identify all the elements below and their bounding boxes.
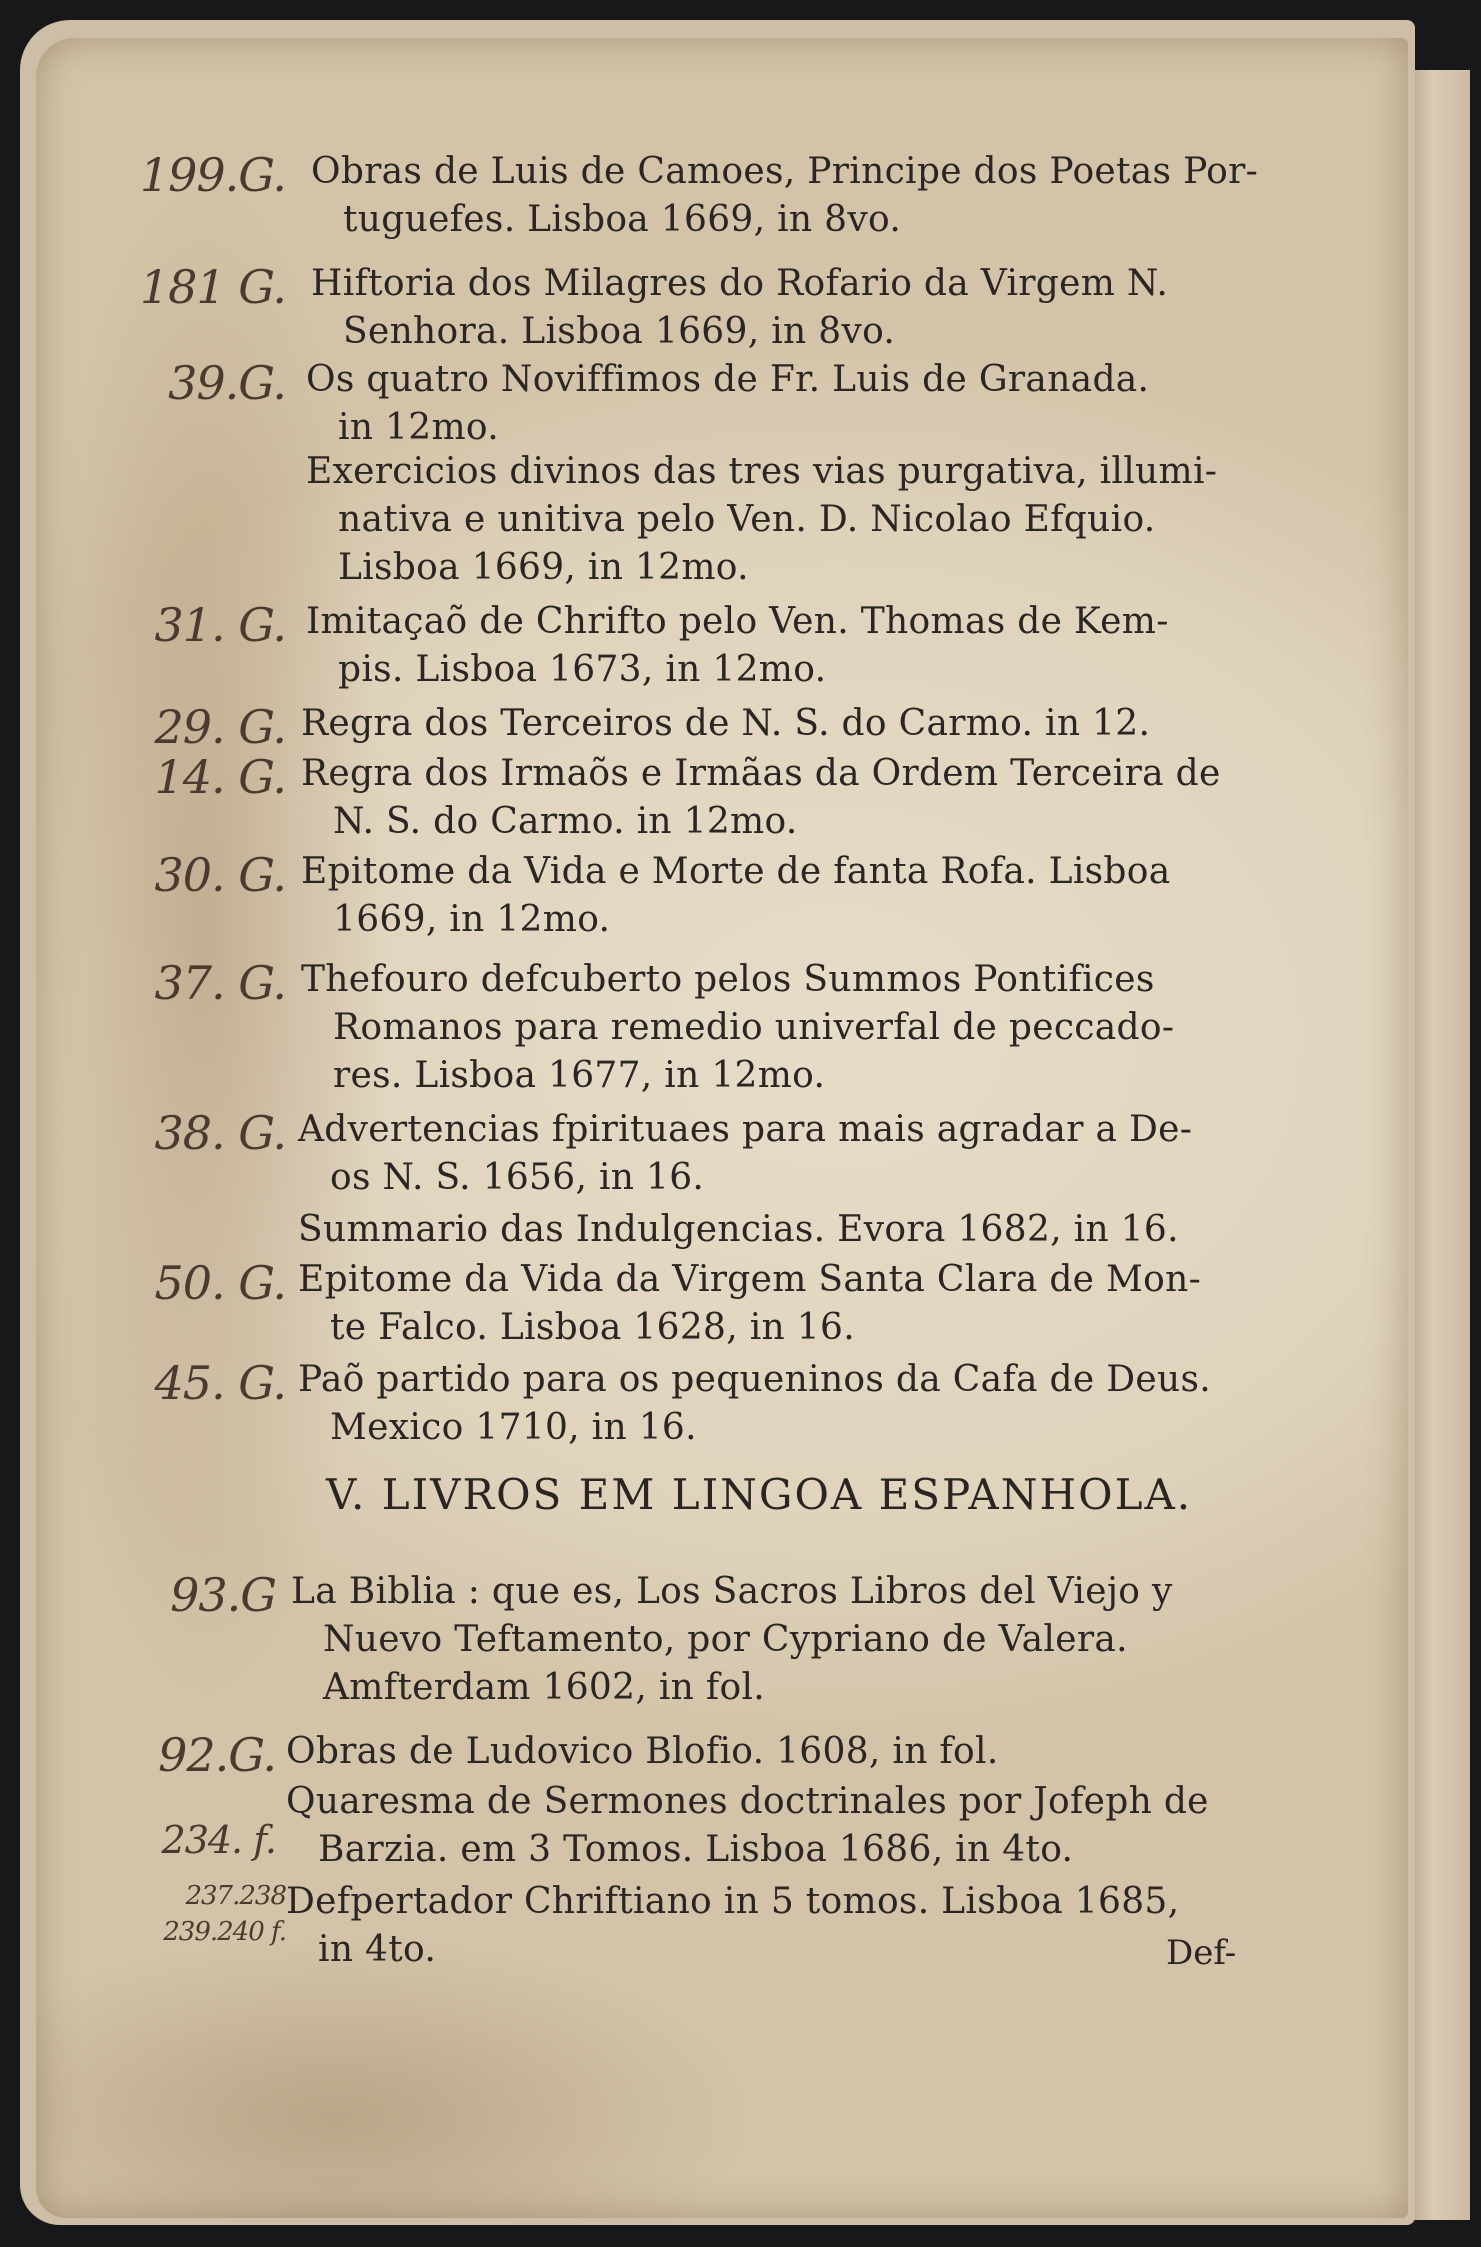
entry-text — [301, 848, 1171, 944]
handwritten-mark: 199.G. — [139, 148, 286, 202]
entry-text — [286, 1878, 1179, 1974]
entry-line: Exercicios divinos das tres vias purgativa, illumi- — [306, 451, 1218, 492]
entry-line: res. Lisboa 1677, in 12mo. — [333, 1055, 826, 1096]
entry-text — [286, 1728, 999, 1776]
entry-text — [298, 1256, 1201, 1352]
entry-text — [298, 1106, 1192, 1202]
entry-line: Os quatro Noviffimos de Fr. Luis de Granada. — [306, 359, 1150, 400]
handwritten-mark: 234. f. — [161, 1818, 276, 1862]
entry-line: Obras de Luis de Camoes, Principe dos Poetas Por- — [311, 151, 1259, 192]
entry-line: Senhora. Lisboa 1669, in 8vo. — [343, 311, 896, 352]
entry-line: in 4to. — [318, 1929, 437, 1970]
entry-line: 1669, in 12mo. — [333, 899, 611, 940]
handwritten-mark: 45. G. — [154, 1356, 286, 1410]
entry-line: tuguefes. Lisboa 1669, in 8vo. — [343, 199, 902, 240]
entry-line: Barzia. em 3 Tomos. Lisboa 1686, in 4to. — [318, 1829, 1074, 1870]
entry-text — [306, 598, 1169, 694]
entry-text — [298, 1356, 1211, 1452]
entry-line: Obras de Ludovico Blofio. 1608, in fol. — [286, 1731, 999, 1772]
entry-line: Defpertador Chriftiano in 5 tomos. Lisboa 1685, — [286, 1881, 1180, 1922]
entry-text — [291, 1568, 1173, 1712]
entry-text — [306, 448, 1217, 592]
entry-line: pis. Lisboa 1673, in 12mo. — [338, 649, 827, 690]
entry-line: Nuevo Teftamento, por Cypriano de Valera. — [323, 1619, 1128, 1660]
entry-line: N. S. do Carmo. in 12mo. — [333, 801, 798, 842]
catchword: Def- — [1166, 1933, 1237, 1973]
entry-line: Advertencias fpirituaes para mais agradar a De- — [298, 1109, 1193, 1150]
handwritten-mark: 30. G. — [154, 848, 286, 902]
entry-line: Paõ partido para os pequeninos da Cafa de Deus. — [298, 1359, 1211, 1400]
entry-line: Epitome da Vida e Morte de fanta Rofa. Lisboa — [301, 851, 1171, 892]
handwritten-mark: 237.238 239.240 f. — [163, 1881, 286, 1947]
entry-line: Mexico 1710, in 16. — [330, 1407, 697, 1448]
page-content — [36, 38, 1408, 2218]
entry-line: os N. S. 1656, in 16. — [330, 1157, 705, 1198]
entry-text — [306, 356, 1149, 452]
entry-line: Regra dos Terceiros de N. S. do Carmo. in 12. — [301, 703, 1151, 744]
entry-line: Thefouro defcuberto pelos Summos Pontifices — [301, 959, 1155, 1000]
entry-line: Quaresma de Sermones doctrinales por Jofeph de — [286, 1781, 1209, 1822]
entry-text — [301, 700, 1150, 748]
handwritten-mark: 37. G. — [154, 956, 286, 1010]
entry-line: Imitaçaõ de Chrifto pelo Ven. Thomas de Kem- — [306, 601, 1169, 642]
entry-line: Romanos para remedio univerfal de peccado- — [333, 1007, 1175, 1048]
entry-text — [298, 1206, 1179, 1254]
handwritten-mark: 50. G. — [154, 1256, 286, 1310]
handwritten-mark: 14. G. — [154, 750, 286, 804]
entry-text — [311, 260, 1168, 356]
book-page — [36, 38, 1408, 2218]
entry-text — [301, 750, 1221, 846]
handwritten-mark: 92.G. — [158, 1728, 276, 1782]
entry-line: Amfterdam 1602, in fol. — [323, 1667, 766, 1708]
handwritten-mark: 39.G. — [168, 356, 286, 410]
entry-line: Regra dos Irmaõs e Irmãas da Ordem Terceira de — [301, 753, 1221, 794]
entry-text — [311, 148, 1258, 244]
entry-line: Hiftoria dos Milagres do Rofario da Virgem N. — [311, 263, 1169, 304]
handwritten-mark: 181 G. — [139, 260, 286, 314]
handwritten-mark: 38. G. — [154, 1106, 286, 1160]
entry-line: nativa e unitiva pelo Ven. D. Nicolao Efquio. — [338, 499, 1156, 540]
entry-text — [286, 1778, 1209, 1874]
entry-line: Lisboa 1669, in 12mo. — [338, 547, 749, 588]
entry-line: Epitome da Vida da Virgem Santa Clara de Mon- — [298, 1259, 1202, 1300]
handwritten-mark: 31. G. — [154, 598, 286, 652]
handwritten-mark: 29. G. — [154, 700, 286, 754]
entry-line: in 12mo. — [338, 407, 499, 448]
handwritten-mark: 93.G — [170, 1568, 276, 1622]
entry-line: Summario das Indulgencias. Evora 1682, in 16. — [298, 1209, 1179, 1250]
entry-text — [301, 956, 1174, 1100]
entry-line: te Falco. Lisboa 1628, in 16. — [330, 1307, 855, 1348]
entry-line: La Biblia : que es, Los Sacros Libros del Viejo y — [291, 1571, 1173, 1612]
section-heading: V. LIVROS EM LINGOA ESPANHOLA. — [326, 1470, 1193, 1519]
